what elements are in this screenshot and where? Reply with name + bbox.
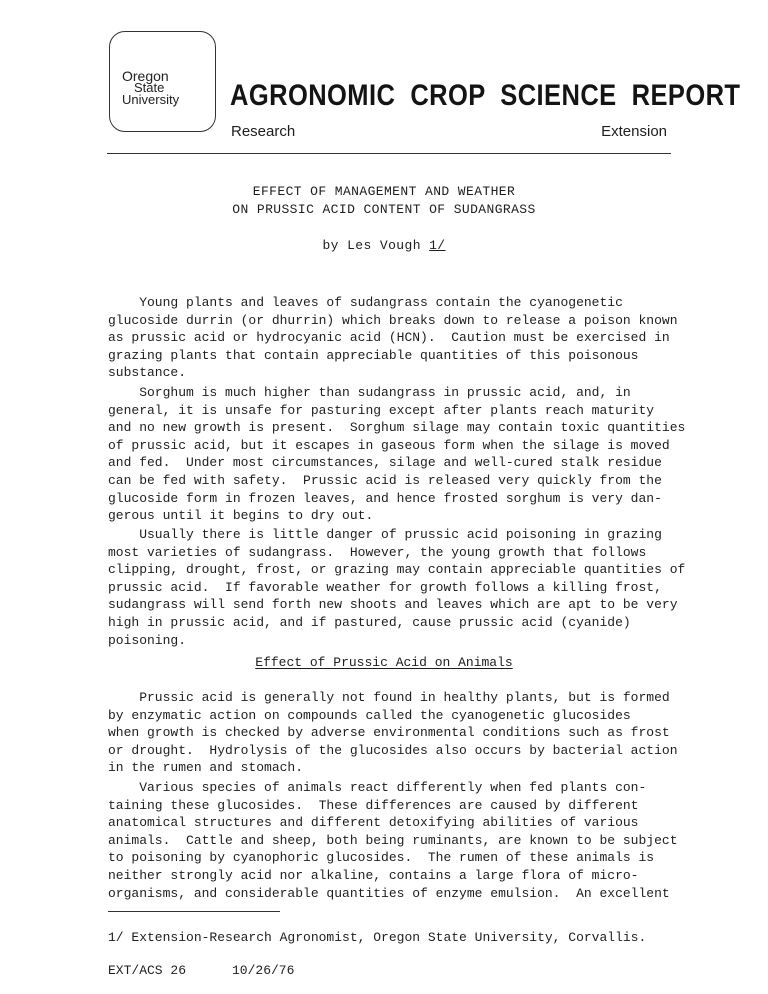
- text-line: of prussic acid, but it escapes in gaseous form when the silage is moved: [108, 437, 670, 453]
- text-line: high in prussic acid, and if pastured, cause prussic acid (cyanide): [108, 614, 631, 630]
- text-line: animals. Cattle and sheep, both being ruminants, are known to be subject: [108, 832, 678, 848]
- byline-author: by Les Vough: [322, 238, 421, 253]
- paragraph-2: [108, 384, 686, 525]
- text-line: glucoside durrin (or dhurrin) which breaks down to release a poison known: [108, 312, 678, 328]
- byline: [0, 238, 768, 253]
- byline-footnote-ref: 1/: [429, 238, 446, 253]
- footnote: 1/ Extension-Research Agronomist, Oregon State University, Corvallis.: [108, 930, 647, 945]
- article-title-line-2: ON PRUSSIC ACID CONTENT OF SUDANGRASS: [232, 202, 536, 217]
- logo-line-3: University: [122, 92, 180, 107]
- text-line: grazing plants that contain appreciable quantities of this poisonous: [108, 347, 639, 363]
- text-line: Various species of animals react differently when fed plants con-: [108, 780, 647, 795]
- text-line: general, it is unsafe for pasturing except after plants reach maturity: [108, 402, 655, 418]
- section-heading-text: Effect of Prussic Acid on Animals: [255, 655, 513, 670]
- university-logo: [109, 31, 216, 132]
- section-heading: [0, 654, 768, 672]
- report-title: AGRONOMIC CROP SCIENCE REPORT: [230, 79, 741, 112]
- text-line: most varieties of sudangrass. However, the young growth that follows: [108, 544, 647, 560]
- text-line: Usually there is little danger of prussic acid poisoning in grazing: [108, 527, 662, 542]
- text-line: or drought. Hydrolysis of the glucosides also occurs by bacterial action: [108, 742, 678, 758]
- text-line: by enzymatic action on compounds called the cyanogenetic glucosides: [108, 707, 631, 723]
- document-number: EXT/ACS 26: [108, 963, 187, 978]
- text-line: can be fed with safety. Prussic acid is released very quickly from the: [108, 472, 662, 488]
- text-line: substance.: [108, 365, 187, 381]
- paragraph-1: [108, 294, 683, 382]
- text-line: and no new growth is present. Sorghum silage may contain toxic quantities: [108, 420, 686, 436]
- text-line: glucoside form in frozen leaves, and hence frosted sorghum is very dan-: [108, 490, 662, 506]
- text-line: taining these glucosides. These differences are caused by different: [108, 797, 639, 813]
- text-line: Sorghum is much higher than sudangrass in prussic acid, and, in: [108, 385, 631, 400]
- document-date: 10/26/76: [232, 963, 295, 978]
- paragraph-4: [108, 689, 683, 777]
- text-line: when growth is checked by adverse environmental conditions such as frost: [108, 725, 670, 741]
- text-line: as prussic acid or hydrocyanic acid (HCN). Caution must be exercised in: [108, 330, 670, 346]
- logo-line-2: State: [134, 80, 165, 95]
- text-line: organisms, and considerable quantities of enzyme emulsion. An excellent: [108, 885, 670, 901]
- text-line: prussic acid. If favorable weather for growth follows a killing frost,: [108, 579, 662, 595]
- text-line: in the rumen and stomach.: [108, 760, 304, 776]
- text-line: clipping, drought, frost, or grazing may contain appreciable quantities of: [108, 562, 686, 578]
- text-line: to poisoning by cyanophoric glucosides. The rumen of these animals is: [108, 850, 655, 866]
- extension-label: Extension: [601, 123, 667, 140]
- text-line: and fed. Under most circumstances, silage and well-cured stalk residue: [108, 455, 662, 471]
- logo-wordmark: [120, 70, 206, 106]
- text-line: anatomical structures and different detoxifying abilities of various: [108, 815, 639, 831]
- text-line: sudangrass will send forth new shoots and leaves which are apt to be very: [108, 597, 678, 613]
- logo-line-1: Oregon: [122, 68, 169, 84]
- text-line: Young plants and leaves of sudangrass contain the cyanogenetic: [108, 295, 623, 310]
- footnote-divider: [108, 911, 280, 912]
- text-line: Prussic acid is generally not found in healthy plants, but is formed: [108, 690, 670, 705]
- article-title-line-1: EFFECT OF MANAGEMENT AND WEATHER: [252, 184, 516, 199]
- text-line: poisoning.: [108, 632, 187, 648]
- text-line: neither strongly acid nor alkaline, contains a large flora of micro-: [108, 867, 639, 883]
- paragraph-5: [108, 779, 683, 902]
- text-line: gerous until it begins to dry out.: [108, 508, 374, 524]
- research-label: Research: [231, 123, 296, 140]
- header-divider: [107, 153, 671, 154]
- paragraph-3: [108, 526, 686, 649]
